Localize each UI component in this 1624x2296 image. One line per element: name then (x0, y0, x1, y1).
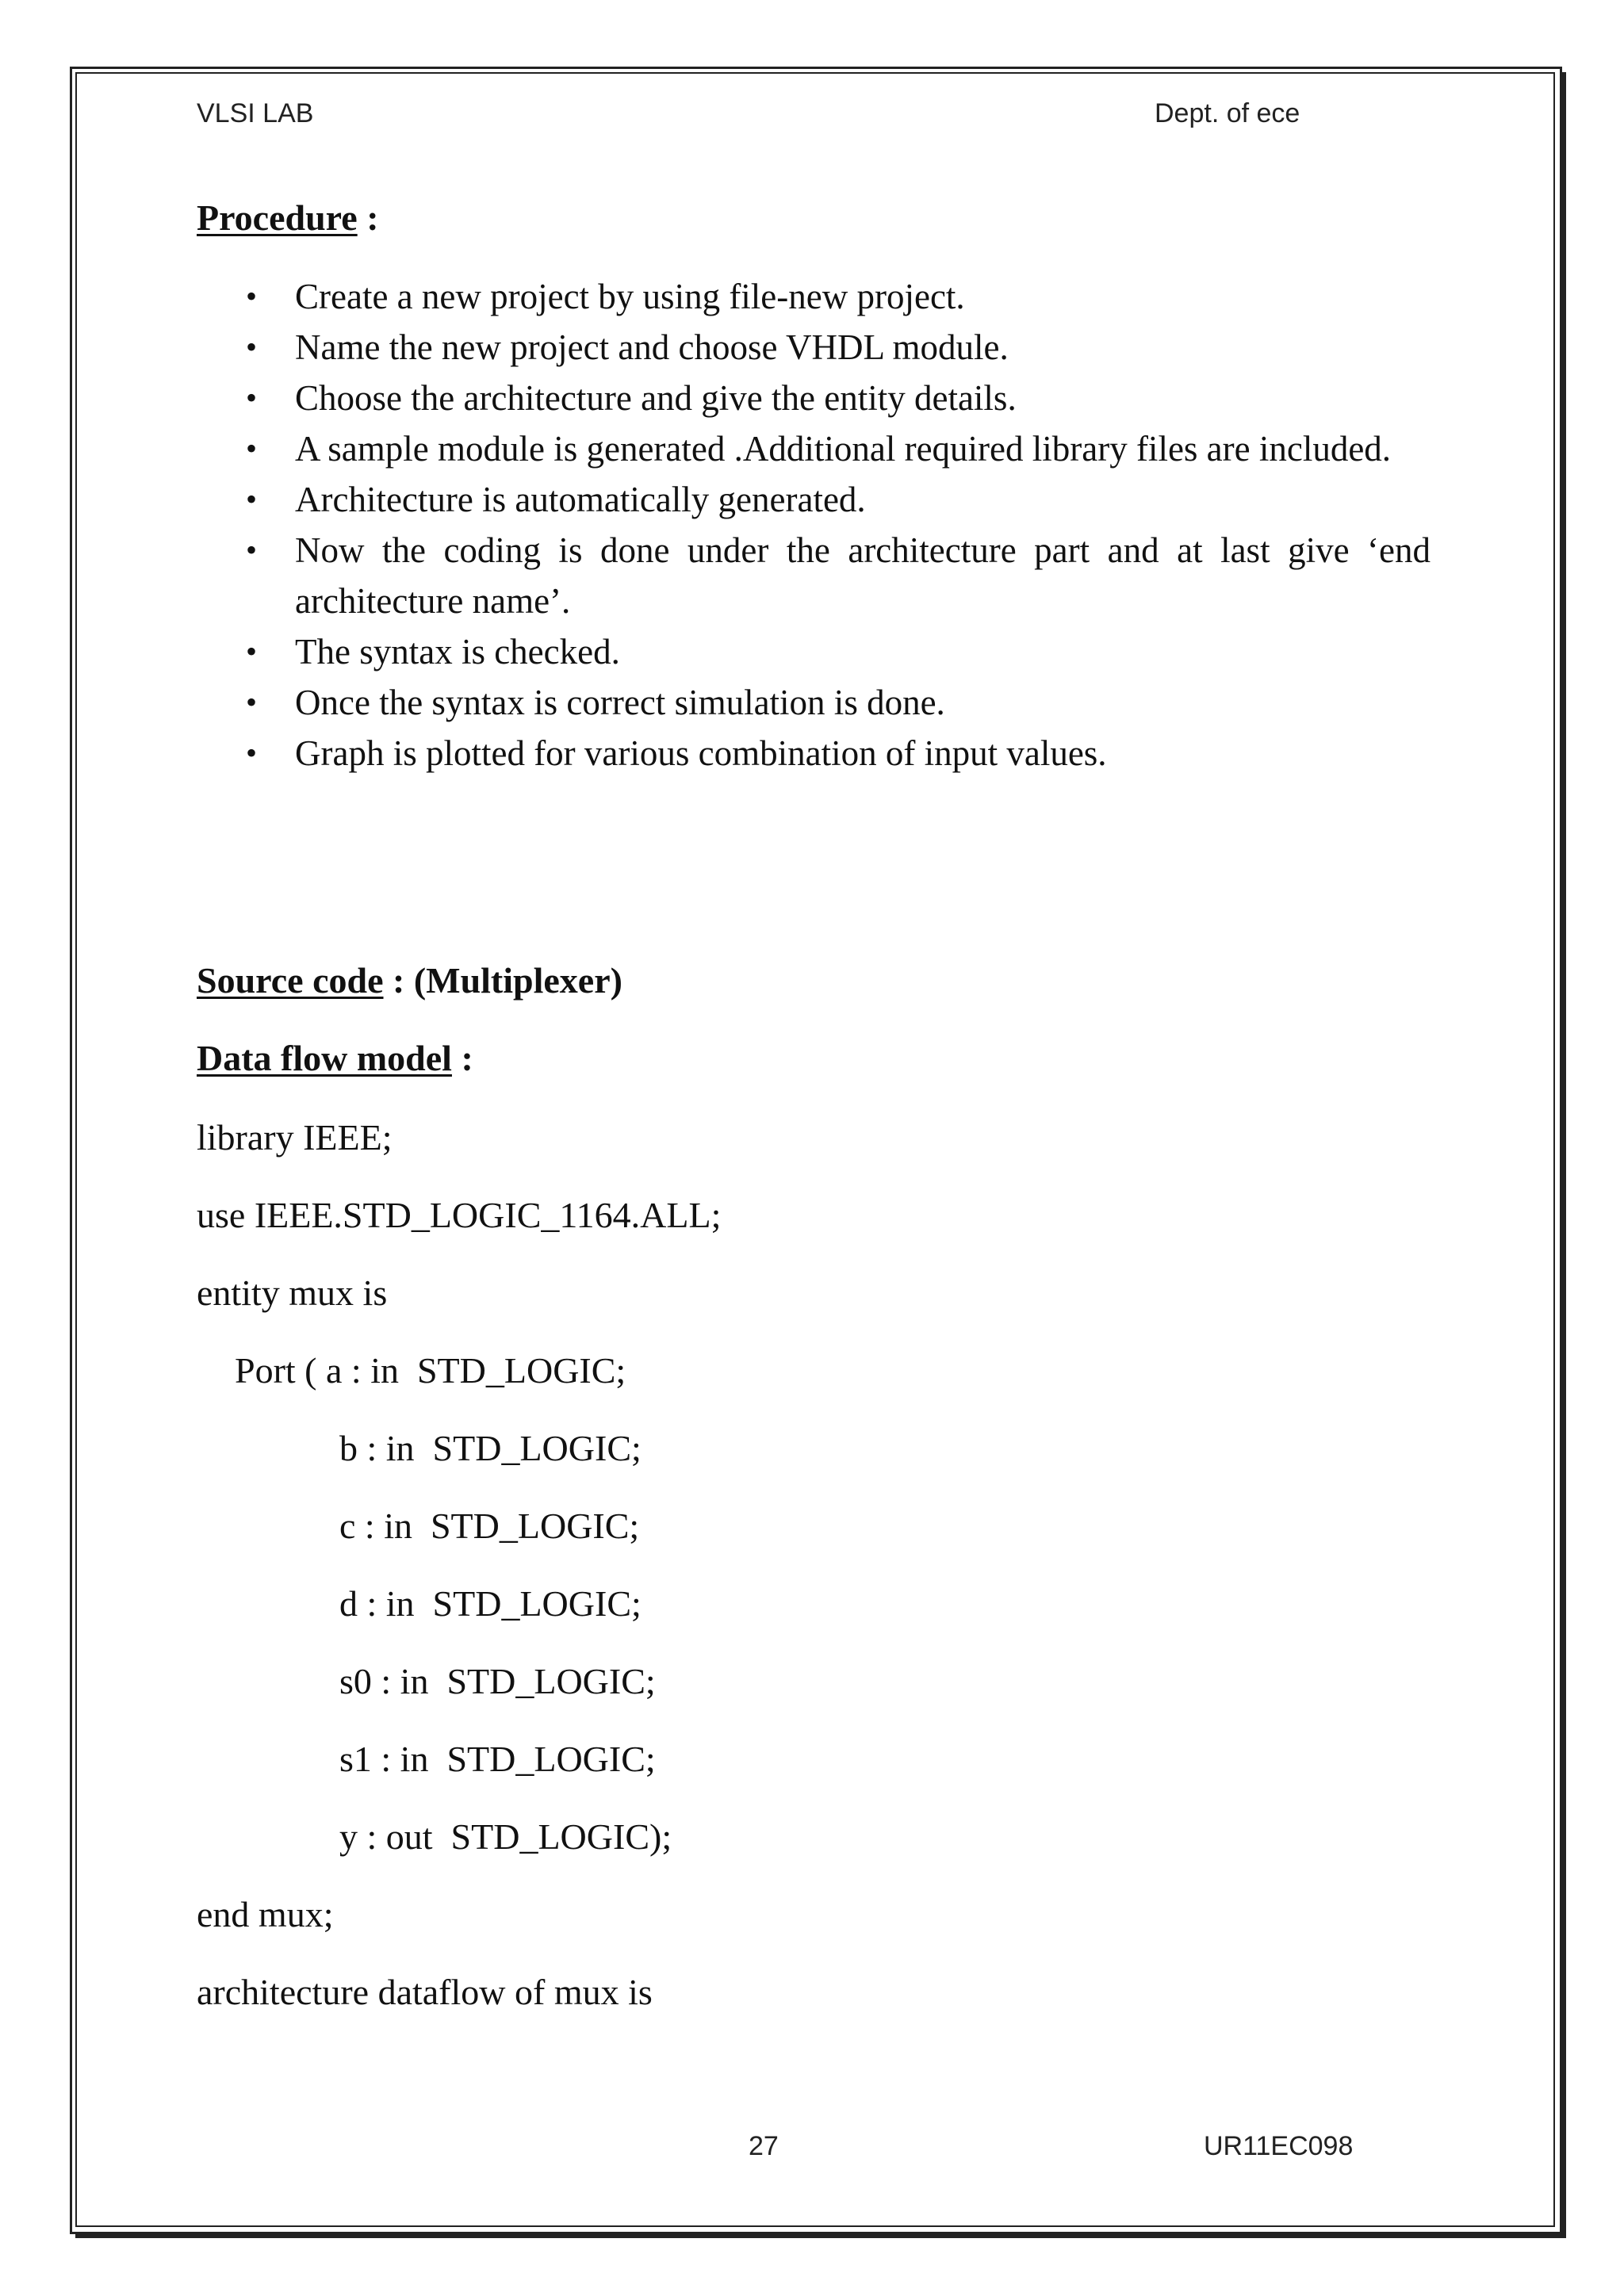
data-flow-colon: : (451, 1038, 473, 1078)
bullet-icon: • (246, 430, 258, 466)
source-code-heading (197, 959, 622, 1001)
code-line: c : in STD_LOGIC; (339, 1506, 640, 1546)
code-line: d : in STD_LOGIC; (339, 1583, 642, 1624)
procedure-item-text: Architecture is automatically generated. (295, 480, 866, 519)
data-flow-title: Data flow model (197, 1038, 452, 1078)
code-line: s1 : in STD_LOGIC; (339, 1739, 656, 1779)
procedure-item (244, 677, 1431, 728)
procedure-item (244, 322, 1431, 373)
code-line: architecture dataflow of mux is (197, 1972, 653, 2012)
procedure-colon: : (357, 197, 379, 238)
procedure-item-text: Once the syntax is correct simulation is done. (295, 683, 945, 722)
bullet-icon: • (246, 684, 258, 720)
code-line: entity mux is (197, 1272, 388, 1313)
code-line: Port ( a : in STD_LOGIC; (235, 1350, 626, 1391)
procedure-heading (197, 197, 379, 239)
data-flow-heading (197, 1037, 473, 1079)
procedure-item (244, 271, 1431, 322)
code-line: use IEEE.STD_LOGIC_1164.ALL; (197, 1195, 722, 1235)
roll-number: UR11EC098 (1204, 2131, 1354, 2161)
bullet-icon: • (246, 329, 258, 365)
procedure-item (244, 474, 1431, 525)
procedure-item (244, 728, 1431, 779)
code-line: end mux; (197, 1894, 334, 1934)
procedure-item (244, 373, 1431, 423)
procedure-item-text: Graph is plotted for various combination of input values. (295, 733, 1107, 773)
procedure-item (244, 423, 1431, 474)
procedure-list (244, 271, 1431, 779)
bullet-icon: • (246, 481, 258, 517)
header-department: Dept. of ece (1155, 98, 1300, 128)
procedure-item-text: Now the coding is done under the architecture part and at last give ‘end architecture name’. (295, 530, 1431, 621)
procedure-item-text: The syntax is checked. (295, 632, 620, 672)
procedure-title: Procedure (197, 197, 358, 238)
code-line: s0 : in STD_LOGIC; (339, 1661, 656, 1701)
header-lab-title: VLSI LAB (197, 98, 314, 128)
bullet-icon: • (246, 633, 258, 669)
page-number: 27 (749, 2131, 779, 2161)
procedure-item-text: Create a new project by using file-new project. (295, 277, 965, 316)
code-line: y : out STD_LOGIC); (339, 1816, 672, 1857)
bullet-icon: • (246, 532, 258, 568)
source-code-title: Source code (197, 960, 384, 1001)
code-line: b : in STD_LOGIC; (339, 1428, 642, 1468)
procedure-item (244, 626, 1431, 677)
procedure-item-text: Name the new project and choose VHDL module. (295, 327, 1009, 367)
bullet-icon: • (246, 278, 258, 314)
bullet-icon: • (246, 735, 258, 771)
source-code-suffix: : (Multiplexer) (383, 960, 622, 1001)
bullet-icon: • (246, 380, 258, 415)
procedure-item-text: Choose the architecture and give the entity details. (295, 378, 1017, 418)
code-line: library IEEE; (197, 1117, 393, 1158)
procedure-item (244, 525, 1431, 626)
procedure-item-text: A sample module is generated .Additional required library files are included. (295, 429, 1392, 469)
